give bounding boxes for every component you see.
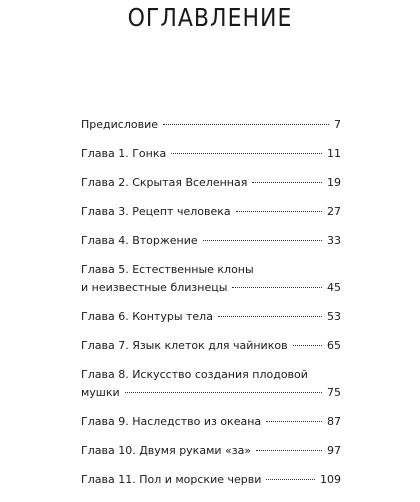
toc-page-number: 65 [327,339,341,352]
toc-entry-label: Глава 7. Язык клеток для чайников [81,339,288,352]
toc-page-number: 53 [327,310,341,323]
toc-page-number: 27 [327,205,341,218]
leader-dots [266,421,322,422]
toc-entry-label: Глава 1. Гонка [81,147,167,160]
toc-entry-label: мушки [81,386,120,399]
toc-entry-chapter-5[interactable] [81,263,341,294]
leader-dots [125,392,322,393]
leader-dots [293,345,322,346]
leader-dots [163,124,329,125]
leader-dots [236,211,322,212]
toc-page-number: 87 [327,415,341,428]
toc-entry-chapter-3[interactable] [81,205,341,218]
leader-dots [266,479,315,480]
toc-entry-chapter-7[interactable] [81,339,341,352]
toc-entry-label: Глава 6. Контуры тела [81,310,213,323]
toc-entry-label: Глава 11. Пол и морские черви [81,473,262,486]
toc-entry-chapter-2[interactable] [81,176,341,189]
toc-page-number: 7 [334,118,341,131]
leader-dots [256,450,322,451]
leader-dots [218,316,322,317]
toc-entry-label: Глава 9. Наследство из океана [81,415,262,428]
toc-entry-preface[interactable] [81,118,341,131]
toc-entry-chapter-11[interactable] [81,473,341,486]
toc-entry-chapter-9[interactable] [81,415,341,428]
toc-entry-label: Глава 4. Вторжение [81,234,198,247]
toc-entry-label: и неизвестные близнецы [81,281,228,294]
toc-page-number: 45 [327,281,341,294]
leader-dots [203,240,322,241]
toc-entry-chapter-6[interactable] [81,310,341,323]
toc-page-number: 75 [327,386,341,399]
toc-page-number: 109 [320,473,341,486]
toc-page-number: 97 [327,444,341,457]
toc-page-number: 33 [327,234,341,247]
page-title: ОГЛАВЛЕНИЕ [127,4,293,33]
toc-entry-chapter-10[interactable] [81,444,341,457]
toc-entry-label: Глава 2. Скрытая Вселенная [81,176,248,189]
toc-entry-chapter-4[interactable] [81,234,341,247]
toc-entry-label: Глава 3. Рецепт человека [81,205,231,218]
toc-entry-chapter-8[interactable] [81,368,341,399]
table-of-contents [81,118,341,502]
toc-entry-label-line1: Глава 8. Искусство создания плодовой [81,368,308,381]
toc-page-number: 19 [327,176,341,189]
toc-entry-label: Предисловие [81,118,158,131]
toc-page-number: 11 [327,147,341,160]
toc-entry-chapter-1[interactable] [81,147,341,160]
leader-dots [252,182,322,183]
toc-entry-label-line1: Глава 5. Естественные клоны [81,263,254,276]
leader-dots [171,153,322,154]
toc-entry-label: Глава 10. Двумя руками «за» [81,444,252,457]
leader-dots [232,287,322,288]
